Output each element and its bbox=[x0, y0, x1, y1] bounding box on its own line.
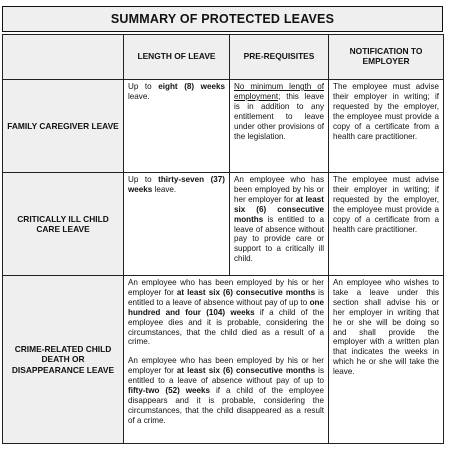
header-corner-cell bbox=[3, 35, 124, 80]
length-text: Up to bbox=[128, 175, 159, 184]
row-label-critically-ill-child: CRITICALLY ILL CHILD CARE LEAVE bbox=[3, 173, 124, 276]
cell-prereq-critically-ill-child bbox=[230, 173, 329, 276]
cell-length-critically-ill-child bbox=[124, 173, 230, 276]
cell-notification-family-caregiver: The employee must advise their employer in writing; if requested by the employer, the employee must provide a copy of a certificate from a health care practitioner. bbox=[329, 80, 444, 173]
cell-details-crime-related bbox=[124, 276, 329, 444]
paragraph-gap bbox=[128, 347, 324, 356]
cell-notification-crime-related: An employee who wishes to take a leave under this section shall advise his or her employer in writing that he or she will be doing so and shall provide the employer with a written plan that indicates the weeks in which he or she will take the leave. bbox=[329, 276, 444, 444]
length-bold: eight (8) weeks bbox=[158, 82, 225, 91]
header-length-of-leave: LENGTH OF LEAVE bbox=[124, 35, 230, 80]
para-text: if a child of the employee disappears and it is probable, considering the circumstances, that the child disappeared as a result of a crime. bbox=[128, 386, 324, 425]
para-text: if a child of the employee dies and it is probable, considering the circumstances, that the child died as a result of a crime. bbox=[128, 307, 324, 347]
table-row-critically-ill-child bbox=[3, 173, 444, 276]
length-text-end: leave. bbox=[128, 91, 150, 101]
table-row-crime-related bbox=[3, 276, 444, 444]
para-text: An employee who has been employed by his or her employer for bbox=[128, 278, 324, 297]
prereq-text: ; this leave is in addition to any entitlement to leave under other provisions of the legislation. bbox=[234, 91, 324, 141]
paragraph-child-disappearance bbox=[128, 356, 324, 425]
prereq-underlined: No minimum length of employment bbox=[234, 82, 324, 101]
document-title: SUMMARY OF PROTECTED LEAVES bbox=[2, 6, 443, 32]
protected-leaves-table bbox=[2, 34, 444, 444]
row-label-crime-related: CRIME-RELATED CHILD DEATH OR DISAPPEARANCE LEAVE bbox=[3, 276, 124, 444]
header-notification-to-employer: NOTIFICATION TO EMPLOYER bbox=[329, 35, 444, 80]
para-bold: at least six (6) consecutive months bbox=[176, 366, 316, 376]
length-text-end: leave. bbox=[152, 184, 177, 194]
para-bold: at least six (6) consecutive months bbox=[176, 287, 316, 297]
cell-prereq-family-caregiver bbox=[230, 80, 329, 173]
paragraph-child-death bbox=[128, 278, 324, 347]
para-text: is entitled to a leave of absence without pay of up to bbox=[128, 287, 324, 307]
prereq-bold: at least six (6) consecutive months bbox=[234, 194, 324, 224]
header-pre-requisites: PRE-REQUISITES bbox=[230, 35, 329, 80]
table-row-family-caregiver bbox=[3, 80, 444, 173]
length-text: Up to bbox=[128, 82, 159, 91]
header-row bbox=[3, 35, 444, 80]
prereq-text-end: is entitled to a leave of absence without pay to provide care or support to a critically ill child. bbox=[234, 214, 324, 264]
row-label-family-caregiver: FAMILY CAREGIVER LEAVE bbox=[3, 80, 124, 173]
para-text: is entitled to a leave of absence without pay of up to bbox=[128, 366, 324, 386]
cell-notification-critically-ill-child: The employee must advise their employer in writing; if requested by the employer, the employee must provide a copy of a certificate from a health care practitioner. bbox=[329, 173, 444, 276]
para-bold: one hundred and four (104) weeks bbox=[128, 297, 324, 317]
para-text: An employee who has been employed by his or her employer for bbox=[128, 356, 324, 376]
cell-length-family-caregiver bbox=[124, 80, 230, 173]
length-bold: thirty-seven (37) weeks bbox=[128, 175, 225, 194]
para-bold: fifty-two (52) weeks bbox=[128, 386, 211, 396]
prereq-text: An employee who has been employed by his or her employer for bbox=[234, 175, 324, 204]
